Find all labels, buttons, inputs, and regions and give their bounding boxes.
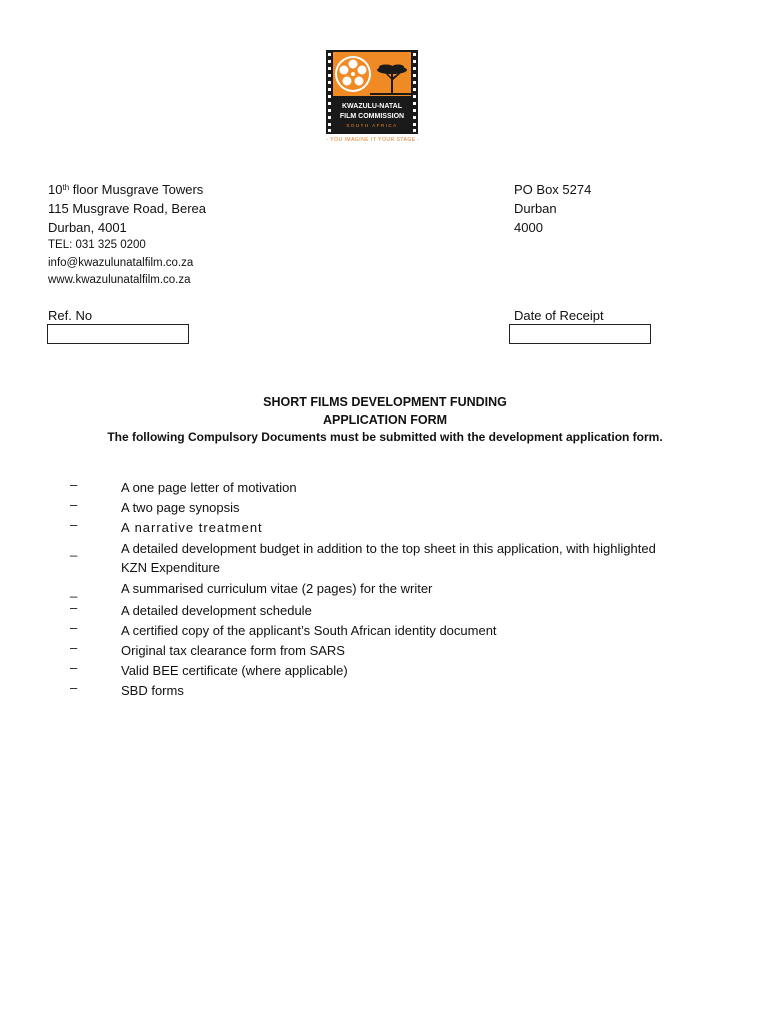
list-dash: – [70, 600, 78, 615]
compulsory-documents-note: The following Compulsory Documents must be submitted with the development application form. [107, 430, 663, 444]
list-dash: _ [70, 542, 78, 557]
list-dash: – [70, 680, 78, 695]
list-dash: _ [70, 583, 78, 598]
ref-no-field[interactable] [47, 324, 189, 344]
list-item: A narrative treatment [121, 520, 263, 535]
telephone: TEL: 031 325 0200 [48, 239, 146, 251]
po-box: PO Box 5274 [514, 182, 592, 197]
list-dash: – [70, 660, 78, 675]
list-item: A one page letter of motivation [121, 480, 297, 495]
logo-line3: SOUTH AFRICA [346, 123, 398, 128]
list-item: SBD forms [121, 683, 184, 698]
logo-line2: FILM COMMISSION [339, 113, 405, 120]
form-title: SHORT FILMS DEVELOPMENT FUNDING [263, 395, 507, 409]
list-item: A summarised curriculum vitae (2 pages) for the writer [121, 581, 433, 596]
logo-tagline: - YOU IMAGINE IT YOUR STAGE - [326, 137, 420, 143]
list-dash: – [70, 620, 78, 635]
po-code: 4000 [514, 220, 543, 235]
list-dash: – [70, 497, 78, 512]
street-address-line2: 115 Musgrave Road, Berea [48, 201, 207, 216]
film-reel-tree-logo-icon [326, 50, 418, 134]
floor-ordinal: th [62, 183, 70, 192]
list-item: Original tax clearance form from SARS [121, 643, 345, 658]
date-of-receipt-label: Date of Receipt [514, 308, 604, 323]
list-item: A detailed development budget in addition to the top sheet in this application, with highlighted [121, 541, 656, 556]
list-item: A two page synopsis [121, 500, 240, 515]
street-address-line1 [48, 180, 203, 199]
kzn-film-commission-logo [326, 50, 418, 134]
list-dash: – [70, 640, 78, 655]
building-name: floor Musgrave Towers [69, 182, 204, 197]
ref-no-label: Ref. No [48, 308, 93, 323]
list-item: A detailed development schedule [121, 603, 312, 618]
list-item: A certified copy of the applicant’s South African identity document [121, 623, 497, 638]
date-of-receipt-field[interactable] [509, 324, 651, 344]
logo-line1: KWAZULU-NATAL [341, 103, 403, 110]
email: info@kwazulunatalfilm.co.za [48, 257, 194, 269]
list-item: Valid BEE certificate (where applicable) [121, 663, 348, 678]
street-address-line3: Durban, 4001 [48, 220, 127, 235]
po-city: Durban [514, 201, 557, 216]
list-dash: – [70, 477, 78, 492]
list-item-continuation: KZN Expenditure [121, 560, 220, 575]
floor-number: 10 [48, 182, 63, 197]
form-subtitle: APPLICATION FORM [322, 413, 448, 427]
website: www.kwazulunatalfilm.co.za [48, 274, 191, 286]
list-dash: – [70, 517, 78, 532]
